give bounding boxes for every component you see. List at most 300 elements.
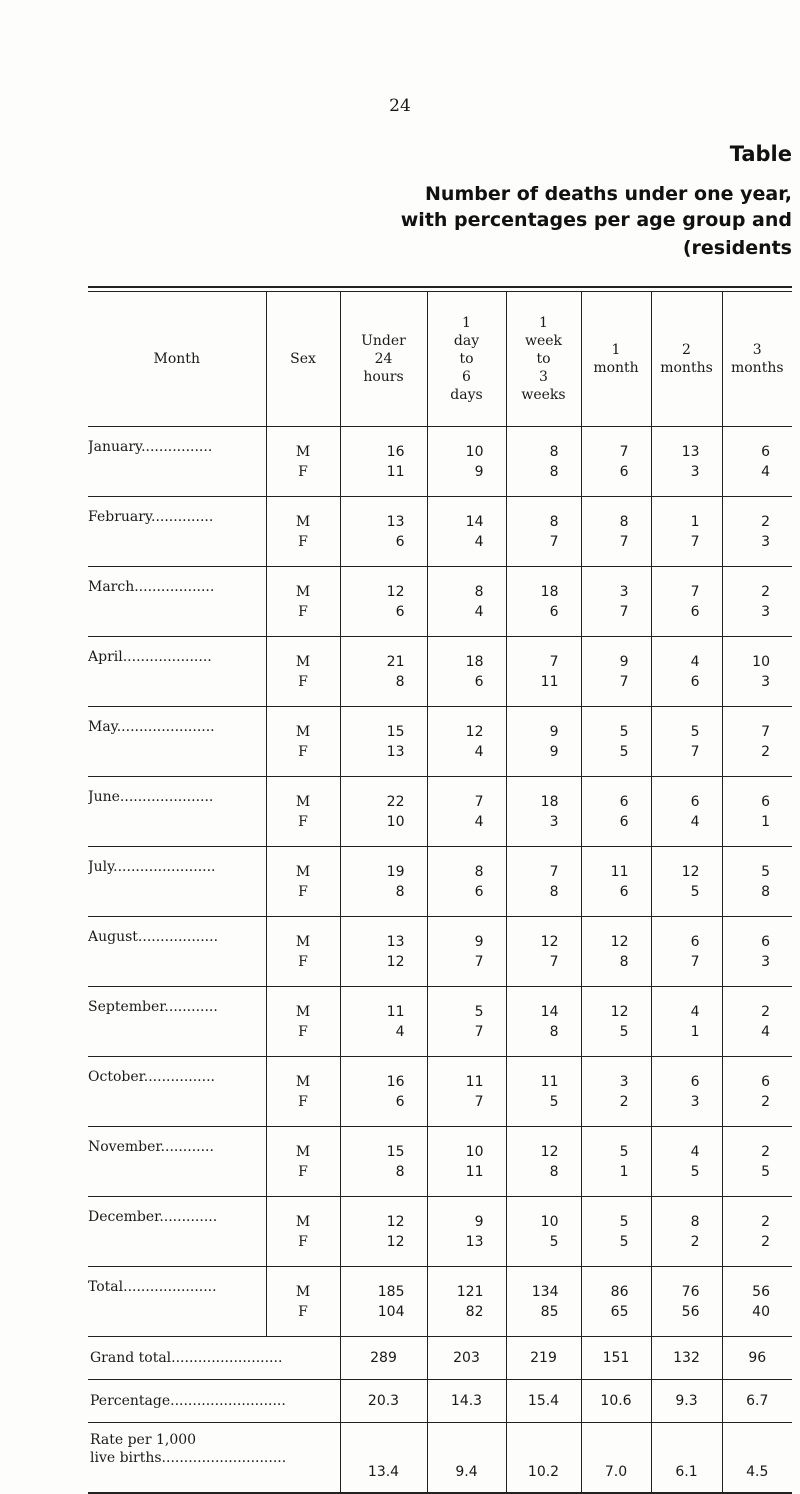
female-value: 4 (395, 1023, 405, 1040)
female-value: 4 (761, 463, 770, 480)
sex-female: F (298, 1163, 308, 1180)
male-value: 22 (386, 793, 405, 810)
female-value: 5 (690, 883, 700, 900)
female-value: 13 (386, 743, 405, 760)
male-value: 12 (386, 1213, 405, 1230)
sex-cell (266, 777, 340, 847)
value-cell (722, 847, 792, 917)
male-value: 18 (540, 793, 559, 810)
male-value: 19 (386, 863, 405, 880)
male-value: 11 (610, 863, 629, 880)
month-label: May...................... (88, 707, 266, 777)
value-cell (340, 777, 427, 847)
male-value: 7 (474, 793, 484, 810)
header-text: day (453, 333, 480, 349)
percentage-label: Percentage.......................... (88, 1380, 340, 1423)
female-value: 7 (474, 953, 484, 970)
sex-female: F (298, 953, 308, 970)
value-cell (651, 777, 722, 847)
male-value: 18 (465, 653, 484, 670)
value-cell (427, 917, 506, 987)
table-row (88, 637, 792, 707)
month-label: December............. (88, 1197, 266, 1267)
value-cell (340, 1267, 427, 1337)
month-label: April.................... (88, 637, 266, 707)
header-text: 1 (539, 315, 548, 331)
value-cell (340, 1127, 427, 1197)
male-value: 11 (386, 1003, 405, 1020)
table-row (88, 567, 792, 637)
male-value: 12 (610, 1003, 629, 1020)
value-cell (651, 917, 722, 987)
grand-total-value: 96 (722, 1337, 792, 1380)
value-cell (506, 567, 581, 637)
sex-female: F (298, 603, 308, 620)
value-cell (506, 917, 581, 987)
value-cell (340, 637, 427, 707)
female-value: 4 (474, 813, 484, 830)
value-cell (651, 427, 722, 497)
value-cell (427, 1057, 506, 1127)
male-value: 10 (465, 1143, 484, 1160)
table-row (88, 427, 792, 497)
month-label: Total..................... (88, 1267, 266, 1337)
male-value: 7 (761, 723, 770, 740)
value-cell (581, 637, 651, 707)
female-value: 5 (549, 1233, 559, 1250)
female-value: 11 (386, 463, 405, 480)
male-value: 56 (752, 1283, 770, 1300)
sex-cell (266, 1057, 340, 1127)
sex-male: M (295, 1073, 311, 1090)
sex-female: F (298, 1023, 308, 1040)
female-value: 7 (690, 533, 700, 550)
male-value: 1 (690, 513, 700, 530)
rate-per-1000-row (88, 1423, 792, 1494)
male-value: 8 (474, 583, 484, 600)
value-cell (581, 427, 651, 497)
value-cell (651, 847, 722, 917)
value-cell (340, 987, 427, 1057)
value-cell (722, 427, 792, 497)
month-label: August.................. (88, 917, 266, 987)
male-value: 12 (465, 723, 484, 740)
female-value: 5 (549, 1093, 559, 1110)
female-value: 9 (474, 463, 484, 480)
female-value: 5 (619, 743, 629, 760)
male-value: 9 (474, 933, 484, 950)
male-value: 5 (619, 1213, 629, 1230)
female-value: 8 (395, 883, 405, 900)
header-text: month (593, 360, 639, 376)
female-value: 4 (474, 533, 484, 550)
sex-male: M (295, 583, 311, 600)
value-cell (427, 1267, 506, 1337)
male-value: 4 (690, 1003, 700, 1020)
value-cell (651, 1057, 722, 1127)
male-value: 9 (549, 723, 559, 740)
value-cell (651, 497, 722, 567)
col-header-under-24-hours (340, 292, 427, 427)
sex-cell (266, 637, 340, 707)
male-value: 6 (761, 1073, 770, 1090)
sex-male: M (295, 653, 311, 670)
value-cell (651, 707, 722, 777)
month-label: February.............. (88, 497, 266, 567)
table-row (88, 777, 792, 847)
female-value: 7 (690, 743, 700, 760)
female-value: 2 (761, 1093, 770, 1110)
male-value: 11 (465, 1073, 484, 1090)
rate-per-1000-value: 7.0 (581, 1423, 651, 1494)
value-cell (581, 987, 651, 1057)
col-header-1-month (581, 292, 651, 427)
value-cell (506, 427, 581, 497)
female-value: 9 (549, 743, 559, 760)
value-cell (722, 917, 792, 987)
female-value: 8 (549, 883, 559, 900)
month-label: March.................. (88, 567, 266, 637)
sex-male: M (295, 1213, 311, 1230)
male-value: 6 (690, 793, 700, 810)
female-value: 6 (690, 603, 700, 620)
table-row (88, 1057, 792, 1127)
grand-total-value: 289 (340, 1337, 427, 1380)
male-value: 6 (761, 793, 770, 810)
male-value: 76 (681, 1283, 700, 1300)
female-value: 1 (619, 1163, 629, 1180)
value-cell (506, 1057, 581, 1127)
female-value: 1 (690, 1023, 700, 1040)
grand-total-value: 219 (506, 1337, 581, 1380)
female-value: 8 (549, 463, 559, 480)
header-text: weeks (521, 387, 566, 403)
sex-male: M (295, 1283, 311, 1300)
table-row (88, 497, 792, 567)
value-cell (722, 497, 792, 567)
value-cell (427, 987, 506, 1057)
page-number: 24 (389, 96, 411, 116)
male-value: 6 (690, 933, 700, 950)
female-value: 5 (619, 1233, 629, 1250)
female-value: 3 (690, 463, 700, 480)
female-value: 2 (619, 1093, 629, 1110)
female-value: 6 (619, 883, 629, 900)
male-value: 12 (540, 933, 559, 950)
value-cell (651, 1127, 722, 1197)
rate-per-1000-value: 6.1 (651, 1423, 722, 1494)
female-value: 6 (395, 603, 405, 620)
male-value: 5 (761, 863, 770, 880)
female-value: 2 (761, 743, 770, 760)
value-cell (722, 637, 792, 707)
col-header-month: Month (88, 292, 266, 427)
male-value: 12 (386, 583, 405, 600)
female-value: 1 (761, 813, 770, 830)
value-cell (340, 917, 427, 987)
sex-cell (266, 1197, 340, 1267)
female-value: 65 (610, 1303, 629, 1320)
sex-cell (266, 497, 340, 567)
sex-female: F (298, 673, 308, 690)
female-value: 104 (377, 1303, 405, 1320)
value-cell (651, 567, 722, 637)
female-value: 3 (761, 953, 770, 970)
male-value: 12 (540, 1143, 559, 1160)
value-cell (427, 847, 506, 917)
male-value: 15 (386, 723, 405, 740)
month-label: September............ (88, 987, 266, 1057)
grand-total-value: 203 (427, 1337, 506, 1380)
female-value: 12 (386, 1233, 405, 1250)
value-cell (340, 707, 427, 777)
sex-female: F (298, 1093, 308, 1110)
value-cell (651, 637, 722, 707)
male-value: 7 (549, 653, 559, 670)
male-value: 185 (377, 1283, 405, 1300)
value-cell (581, 917, 651, 987)
value-cell (581, 567, 651, 637)
percentage-value: 6.7 (722, 1380, 792, 1423)
month-label: October................ (88, 1057, 266, 1127)
grand-total-label: Grand total......................... (88, 1337, 340, 1380)
male-value: 14 (465, 513, 484, 530)
male-value: 3 (619, 583, 629, 600)
female-value: 4 (690, 813, 700, 830)
value-cell (581, 1127, 651, 1197)
col-header-sex: Sex (266, 292, 340, 427)
sex-cell (266, 1127, 340, 1197)
male-value: 5 (619, 1143, 629, 1160)
value-cell (506, 847, 581, 917)
male-value: 13 (386, 933, 405, 950)
male-value: 14 (540, 1003, 559, 1020)
header-text: to (459, 351, 474, 367)
male-value: 4 (690, 653, 700, 670)
female-value: 8 (549, 1023, 559, 1040)
male-value: 8 (474, 863, 484, 880)
value-cell (427, 1197, 506, 1267)
male-value: 8 (549, 513, 559, 530)
header-row (88, 292, 792, 427)
male-value: 8 (549, 443, 559, 460)
male-value: 8 (690, 1213, 700, 1230)
sex-male: M (295, 1003, 311, 1020)
female-value: 6 (690, 673, 700, 690)
value-cell (722, 987, 792, 1057)
female-value: 7 (474, 1023, 484, 1040)
female-value: 11 (465, 1163, 484, 1180)
male-value: 13 (386, 513, 405, 530)
value-cell (340, 497, 427, 567)
value-cell (581, 1197, 651, 1267)
female-value: 4 (474, 743, 484, 760)
female-value: 82 (465, 1303, 484, 1320)
sex-male: M (295, 443, 311, 460)
female-value: 5 (761, 1163, 770, 1180)
sex-male: M (295, 513, 311, 530)
sex-female: F (298, 883, 308, 900)
male-value: 12 (681, 863, 700, 880)
grand-total-row (88, 1337, 792, 1380)
percentage-value: 14.3 (427, 1380, 506, 1423)
value-cell (427, 1127, 506, 1197)
male-value: 10 (465, 443, 484, 460)
header-text: 24 (374, 351, 393, 367)
sex-cell (266, 707, 340, 777)
value-cell (506, 497, 581, 567)
value-cell (340, 427, 427, 497)
male-value: 4 (690, 1143, 700, 1160)
percentage-value: 10.6 (581, 1380, 651, 1423)
female-value: 6 (474, 883, 484, 900)
table-row (88, 1127, 792, 1197)
female-value: 3 (761, 533, 770, 550)
sex-cell (266, 1267, 340, 1337)
male-value: 5 (474, 1003, 484, 1020)
value-cell (722, 1197, 792, 1267)
col-header-1-week-to-3-weeks (506, 292, 581, 427)
month-label: January................ (88, 427, 266, 497)
male-value: 10 (752, 653, 770, 670)
rate-per-1000-value: 4.5 (722, 1423, 792, 1494)
sex-female: F (298, 533, 308, 550)
header-text: 6 (462, 369, 471, 385)
header-text: 2 (682, 342, 691, 358)
value-cell (340, 1057, 427, 1127)
female-value: 7 (549, 953, 559, 970)
male-value: 2 (761, 1003, 770, 1020)
female-value: 5 (690, 1163, 700, 1180)
deaths-table (88, 292, 792, 1494)
sex-cell (266, 567, 340, 637)
value-cell (506, 707, 581, 777)
male-value: 7 (619, 443, 629, 460)
header-text: 1 (611, 342, 621, 358)
female-value: 11 (540, 673, 559, 690)
value-cell (506, 987, 581, 1057)
col-header-3-months (722, 292, 792, 427)
header-text: days (450, 387, 483, 403)
value-cell (427, 777, 506, 847)
value-cell (340, 567, 427, 637)
rate-per-1000-value: 10.2 (506, 1423, 581, 1494)
value-cell (581, 497, 651, 567)
value-cell (651, 987, 722, 1057)
female-value: 85 (540, 1303, 559, 1320)
table-row (88, 917, 792, 987)
female-value: 8 (761, 883, 770, 900)
male-value: 121 (456, 1283, 484, 1300)
male-value: 15 (386, 1143, 405, 1160)
percentage-row (88, 1380, 792, 1423)
female-value: 4 (474, 603, 484, 620)
female-value: 3 (690, 1093, 700, 1110)
table-title-line-2: with percentages per age group and (400, 209, 792, 231)
header-text: months (660, 360, 713, 376)
sex-male: M (295, 863, 311, 880)
sex-cell (266, 427, 340, 497)
male-value: 16 (386, 1073, 405, 1090)
value-cell (427, 637, 506, 707)
header-text: months (730, 360, 784, 376)
female-value: 8 (395, 1163, 405, 1180)
header-text: 3 (539, 369, 548, 385)
male-value: 5 (619, 723, 629, 740)
male-value: 11 (540, 1073, 559, 1090)
value-cell (506, 1197, 581, 1267)
female-value: 3 (761, 673, 770, 690)
female-value: 56 (681, 1303, 700, 1320)
male-value: 8 (619, 513, 629, 530)
female-value: 13 (465, 1233, 484, 1250)
female-value: 5 (619, 1023, 629, 1040)
male-value: 2 (761, 583, 770, 600)
value-cell (506, 637, 581, 707)
female-value: 3 (761, 603, 770, 620)
sex-male: M (295, 793, 311, 810)
male-value: 9 (619, 653, 629, 670)
table-title-line-1: Number of deaths under one year, (425, 183, 792, 205)
male-value: 16 (386, 443, 405, 460)
female-value: 6 (474, 673, 484, 690)
male-value: 134 (531, 1283, 559, 1300)
value-cell (427, 427, 506, 497)
value-cell (581, 1057, 651, 1127)
female-value: 6 (619, 463, 629, 480)
female-value: 8 (619, 953, 629, 970)
percentage-value: 15.4 (506, 1380, 581, 1423)
male-value: 2 (761, 1213, 770, 1230)
female-value: 7 (619, 533, 629, 550)
sex-cell (266, 917, 340, 987)
value-cell (722, 1267, 792, 1337)
header-text: to (536, 351, 551, 367)
header-text: 3 (752, 342, 762, 358)
sex-male: M (295, 723, 311, 740)
rate-label-line-2: live births............................ (90, 1450, 287, 1466)
female-value: 12 (386, 953, 405, 970)
value-cell (506, 777, 581, 847)
male-value: 12 (610, 933, 629, 950)
value-cell (722, 1057, 792, 1127)
table-body (88, 427, 792, 1494)
male-value: 13 (681, 443, 700, 460)
value-cell (581, 777, 651, 847)
male-value: 21 (386, 653, 405, 670)
table-row (88, 1267, 792, 1337)
rate-per-1000-value: 13.4 (340, 1423, 427, 1494)
female-value: 7 (474, 1093, 484, 1110)
value-cell (651, 1267, 722, 1337)
value-cell (340, 1197, 427, 1267)
male-value: 5 (690, 723, 700, 740)
sex-female: F (298, 813, 308, 830)
female-value: 4 (761, 1023, 770, 1040)
value-cell (722, 567, 792, 637)
sex-male: M (295, 933, 311, 950)
female-value: 7 (549, 533, 559, 550)
male-value: 6 (619, 793, 629, 810)
sex-female: F (298, 743, 308, 760)
value-cell (427, 567, 506, 637)
female-value: 8 (549, 1163, 559, 1180)
female-value: 6 (549, 603, 559, 620)
value-cell (581, 847, 651, 917)
value-cell (722, 777, 792, 847)
rate-per-1000-value: 9.4 (427, 1423, 506, 1494)
male-value: 9 (474, 1213, 484, 1230)
